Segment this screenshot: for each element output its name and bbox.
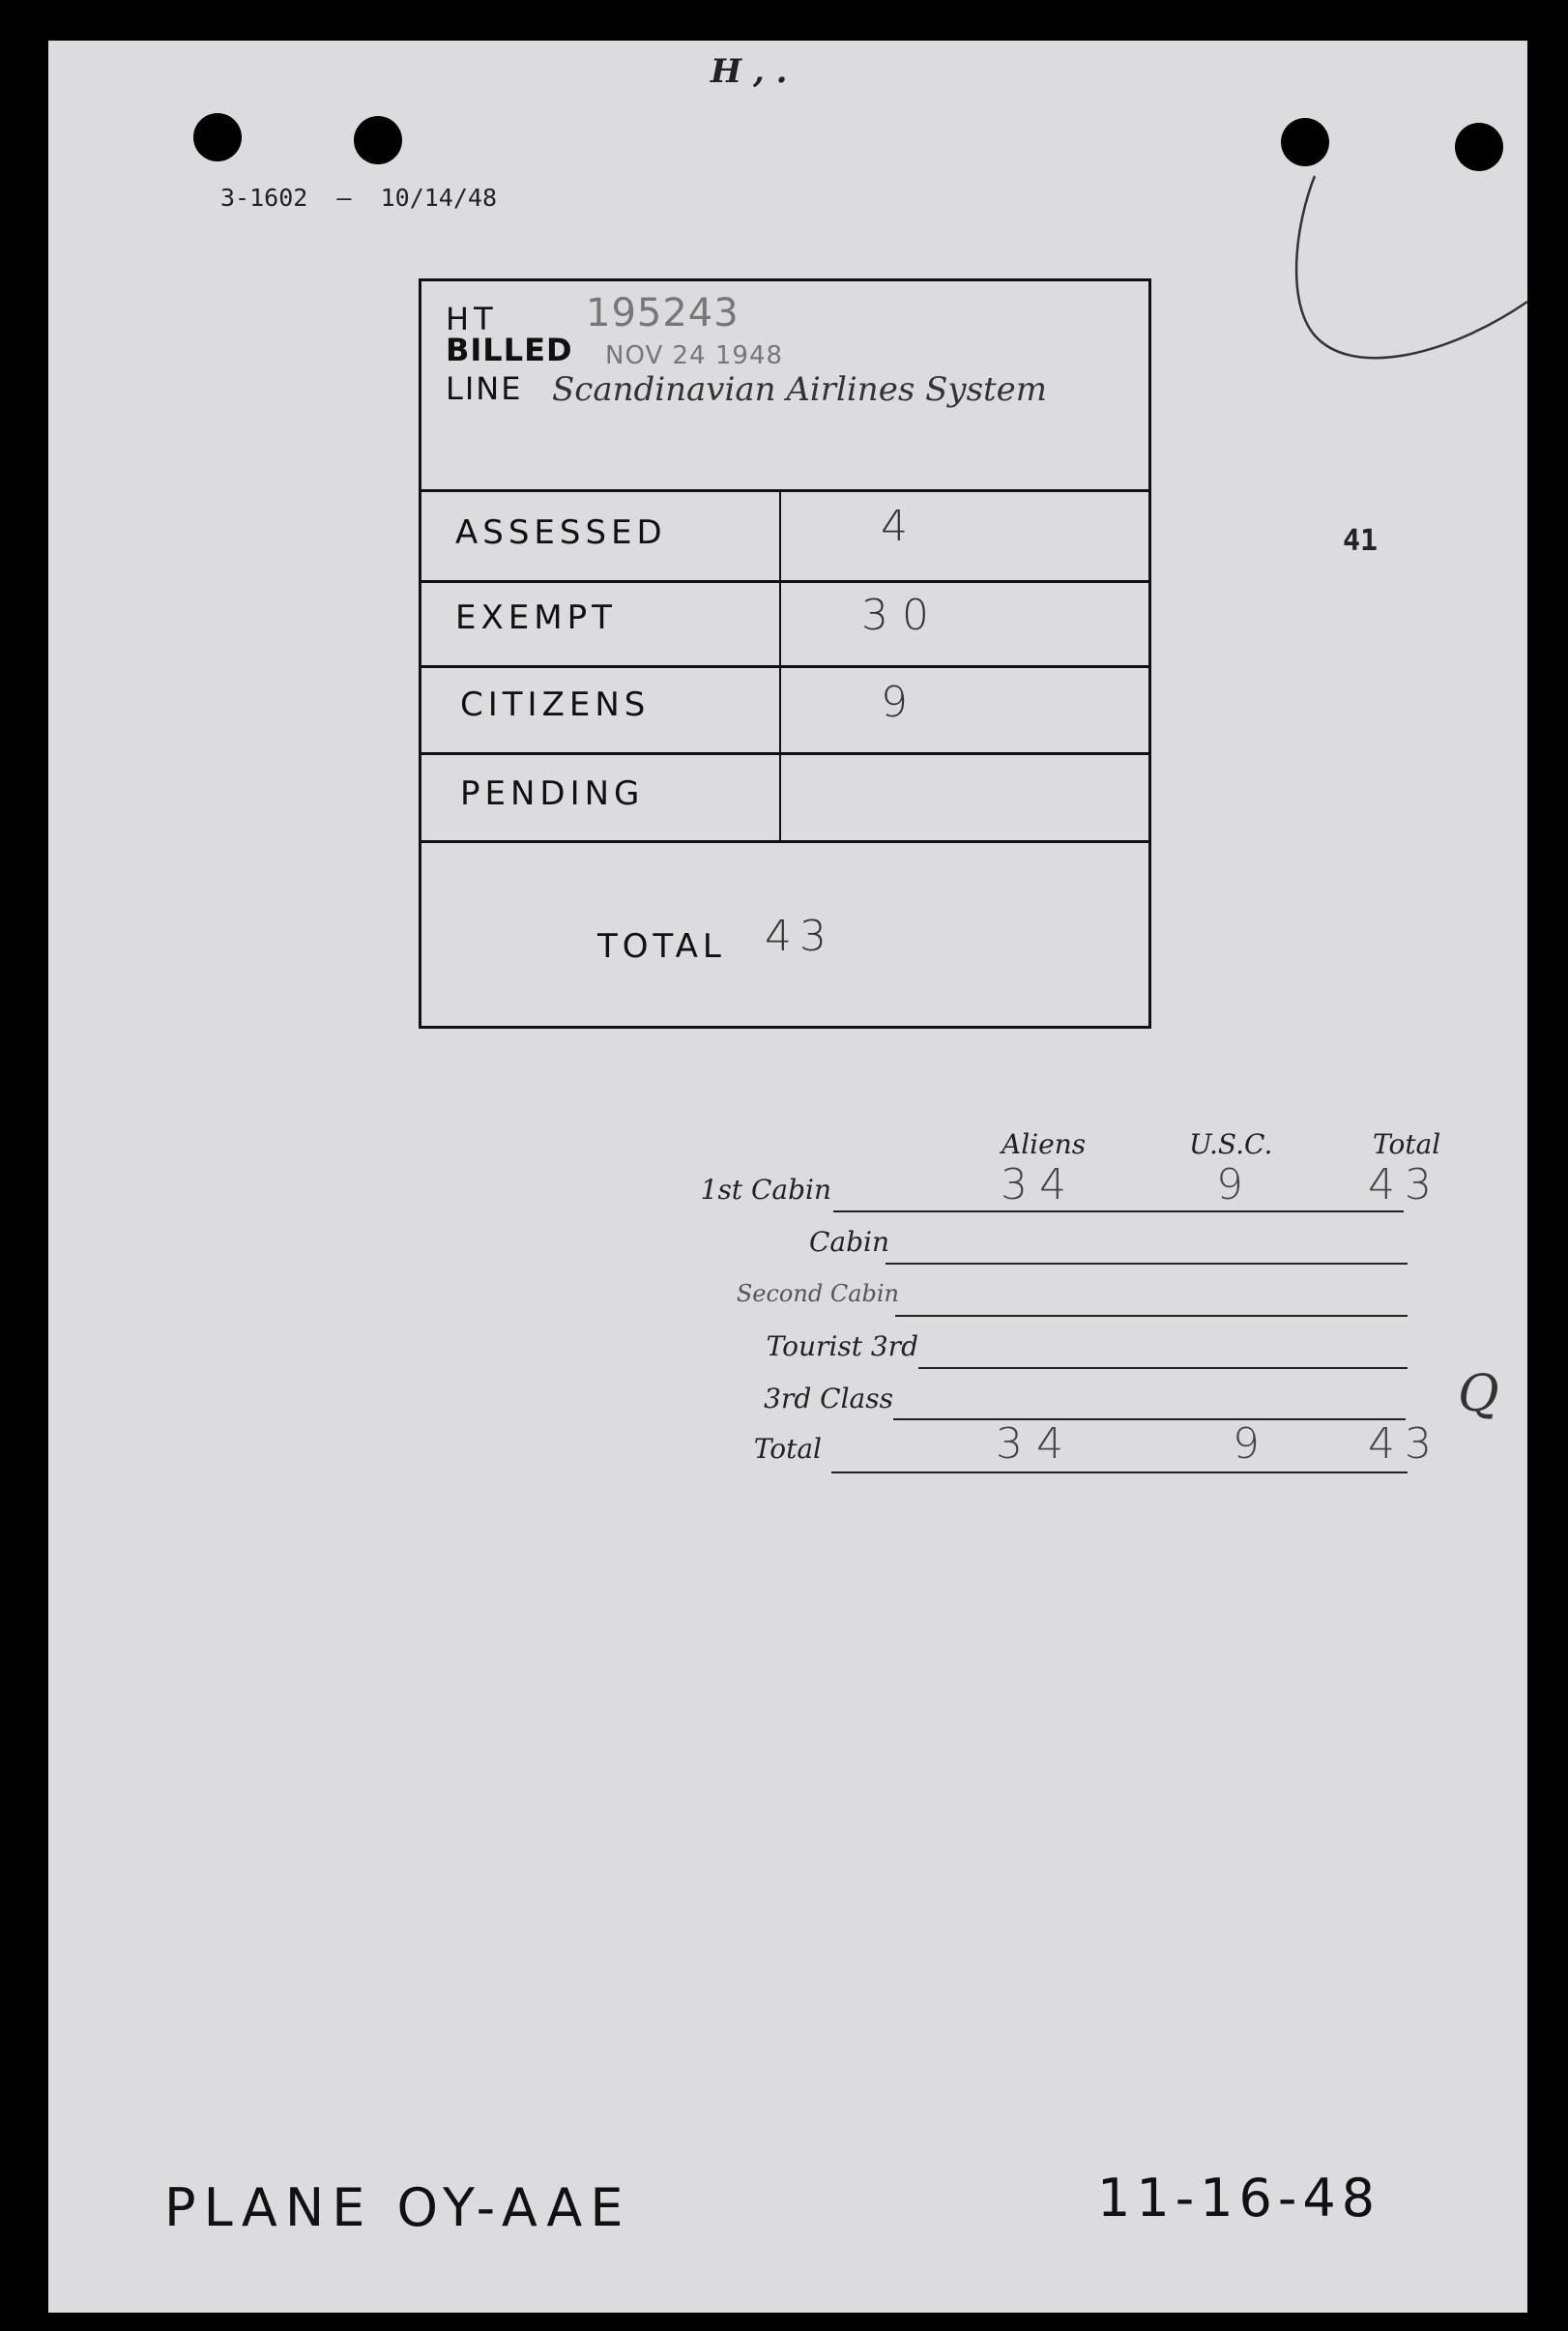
line-label: LINE: [446, 370, 523, 407]
citizens-label: CITIZENS: [460, 685, 651, 724]
form-divider-1: [421, 489, 1148, 492]
line-value: Scandinavian Airlines System: [552, 370, 1048, 409]
row-label-1st-cabin: 1st Cabin: [700, 1174, 831, 1206]
total-value: 43: [765, 912, 834, 961]
punch-hole-left-2: [354, 116, 402, 164]
citizens-value: 9: [881, 678, 908, 727]
ht-number-stamp: 195243: [586, 291, 740, 335]
punch-hole-left-1: [193, 113, 242, 161]
initial-q: Q: [1458, 1365, 1499, 1423]
row-1st-cabin-usc: 9: [1216, 1160, 1243, 1209]
plane-registration: PLANE OY-AAE: [164, 2177, 631, 2238]
row-line-1st-cabin: [833, 1210, 1404, 1212]
exempt-label: EXEMPT: [455, 598, 617, 637]
row-label-total: Total: [753, 1433, 822, 1465]
row-line-tourist-3rd: [918, 1367, 1408, 1369]
footer-date: 11-16-48: [1097, 2168, 1381, 2229]
row-label-second-cabin: Second Cabin: [736, 1280, 899, 1307]
billed-label: BILLED: [446, 332, 573, 368]
ht-label: HT: [446, 301, 498, 337]
row-line-second-cabin: [895, 1315, 1408, 1317]
file-ref-number: 3-1602: [220, 184, 308, 212]
row-label-tourist-3rd: Tourist 3rd: [766, 1330, 918, 1362]
form-column-divider: [779, 489, 781, 840]
assessed-value: 4: [881, 502, 908, 551]
column-aliens: Aliens: [1002, 1128, 1087, 1160]
form-divider-5: [421, 840, 1148, 843]
row-total-usc: 9: [1233, 1419, 1260, 1469]
form-divider-3: [421, 665, 1148, 668]
row-total-total: 43: [1368, 1419, 1441, 1469]
form-divider-2: [421, 580, 1148, 583]
row-line-3rd-class: [893, 1418, 1406, 1420]
row-line-total: [831, 1471, 1408, 1473]
file-ref-date: 10/14/48: [380, 184, 498, 212]
row-label-3rd-class: 3rd Class: [764, 1383, 893, 1414]
row-line-cabin: [886, 1263, 1408, 1265]
punch-hole-right-1: [1281, 118, 1329, 166]
row-1st-cabin-aliens: 34: [1001, 1160, 1078, 1209]
column-total: Total: [1373, 1128, 1441, 1160]
row-total-aliens: 34: [996, 1419, 1077, 1469]
exempt-value: 30: [861, 591, 943, 640]
page-number: 41: [1343, 524, 1379, 558]
pen-stroke: [1286, 166, 1527, 398]
punch-hole-right-2: [1455, 123, 1503, 171]
row-1st-cabin-total: 43: [1368, 1160, 1441, 1209]
top-scribble: H , .: [711, 52, 788, 91]
column-usc: U.S.C.: [1189, 1128, 1273, 1160]
file-reference: [220, 184, 497, 212]
document-page: [48, 41, 1527, 2313]
file-ref-dash: —: [322, 184, 366, 212]
total-label: TOTAL: [597, 927, 726, 966]
billing-form-box: [419, 278, 1151, 1029]
form-divider-4: [421, 752, 1148, 755]
billed-date-stamp: NOV 24 1948: [605, 341, 784, 370]
assessed-label: ASSESSED: [455, 513, 667, 552]
pending-label: PENDING: [460, 774, 645, 813]
row-label-cabin: Cabin: [808, 1226, 889, 1258]
